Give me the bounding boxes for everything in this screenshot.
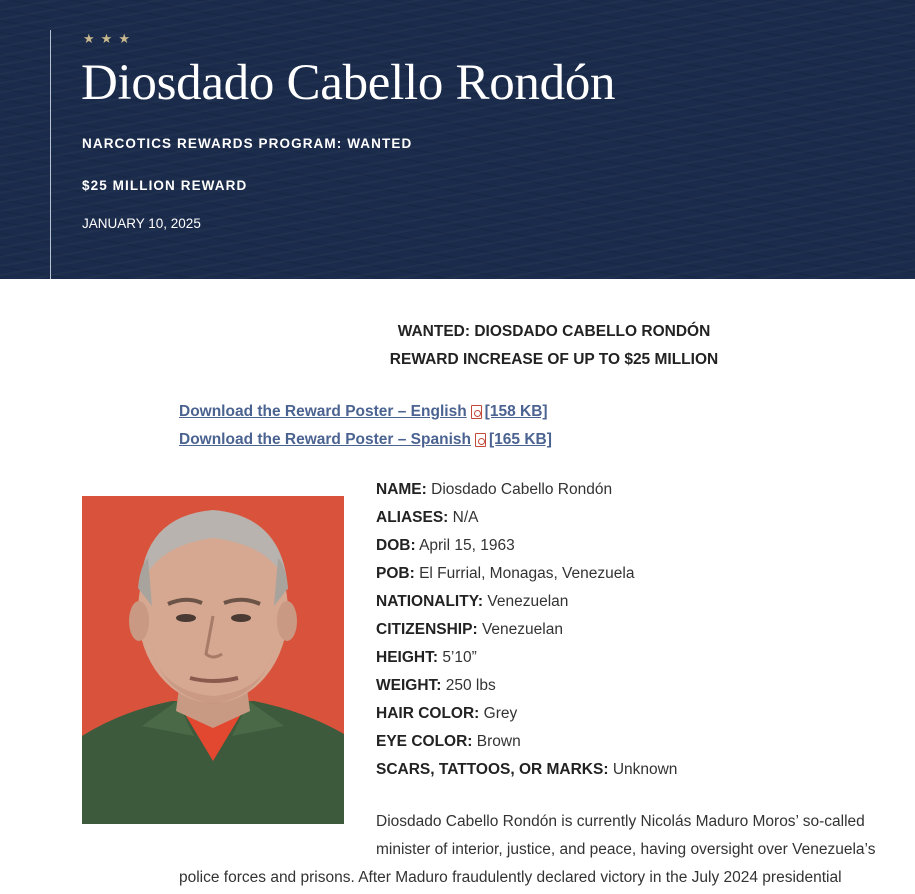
fact-hair-color (376, 700, 677, 728)
article-heading (180, 318, 915, 374)
hero-banner (0, 0, 915, 279)
fact-label: SCARS, TATTOOS, OR MARKS: (376, 761, 609, 778)
heading-reward-increase: REWARD INCREASE OF UP TO $25 MILLION (389, 351, 719, 368)
fact-nationality (376, 588, 677, 616)
fact-label: NAME: (376, 481, 427, 498)
fact-label: WEIGHT: (376, 677, 442, 694)
fact-value: Unknown (612, 761, 678, 778)
fact-value: Venezuelan (487, 593, 569, 610)
fact-weight (376, 672, 677, 700)
download-links (179, 398, 552, 454)
download-poster-spanish-link[interactable]: Download the Reward Poster – Spanish (179, 431, 471, 448)
star-icon: ★ (83, 31, 95, 46)
fact-aliases (376, 504, 677, 532)
star-icon: ★ (118, 31, 130, 46)
fact-label: POB: (376, 565, 415, 582)
fact-label: ALIASES: (376, 509, 449, 526)
page-title: Diosdado Cabello Rondón (81, 55, 616, 111)
reward-label: $25 MILLION REWARD (82, 178, 248, 193)
fact-value: 250 lbs (445, 677, 496, 694)
fact-value: April 15, 1963 (419, 537, 515, 554)
fact-label: NATIONALITY: (376, 593, 484, 610)
fact-label: CITIZENSHIP: (376, 621, 478, 638)
pdf-icon (471, 405, 482, 419)
hero-stars (83, 31, 130, 47)
fact-marks (376, 756, 677, 784)
publish-date: JANUARY 10, 2025 (82, 216, 201, 231)
star-icon: ★ (100, 31, 113, 46)
fact-label: EYE COLOR: (376, 733, 473, 750)
fact-height (376, 644, 677, 672)
download-row-english (179, 398, 552, 426)
fact-value: Brown (476, 733, 521, 750)
bio-text-line: minister of interior, justice, and peace, having oversight over Venezuela’s (376, 841, 876, 858)
download-poster-english-link[interactable]: Download the Reward Poster – English (179, 403, 467, 420)
hero-divider (50, 30, 51, 279)
bio-text-line: Diosdado Cabello Rondón is currently Nicolás Maduro Moros’ so-called (376, 813, 865, 830)
fact-value: N/A (452, 509, 479, 526)
fact-value: 5’10” (442, 649, 477, 666)
fact-value: Grey (483, 705, 518, 722)
fact-label: HEIGHT: (376, 649, 438, 666)
fact-value: Diosdado Cabello Rondón (431, 481, 613, 498)
download-row-spanish (179, 426, 552, 454)
portrait-illustration (82, 496, 344, 824)
fact-eye-color (376, 728, 677, 756)
fact-pob (376, 560, 677, 588)
wanted-person-photo (82, 496, 344, 824)
fact-dob (376, 532, 677, 560)
program-label: NARCOTICS REWARDS PROGRAM: WANTED (82, 136, 413, 151)
fact-value: Venezuelan (481, 621, 563, 638)
download-size-spanish[interactable]: [165 KB] (488, 431, 552, 448)
heading-wanted: WANTED: DIOSDADO CABELLO RONDÓN (397, 323, 711, 340)
fact-label: DOB: (376, 537, 416, 554)
fact-label: HAIR COLOR: (376, 705, 480, 722)
fact-citizenship (376, 616, 677, 644)
fact-name (376, 476, 677, 504)
bio-text-line: police forces and prisons. After Maduro fraudulently declared victory in the July 2024 presidential (179, 869, 842, 886)
facts-list (376, 476, 677, 784)
fact-value: El Furrial, Monagas, Venezuela (419, 565, 635, 582)
download-size-english[interactable]: [158 KB] (484, 403, 548, 420)
pdf-icon (475, 433, 486, 447)
